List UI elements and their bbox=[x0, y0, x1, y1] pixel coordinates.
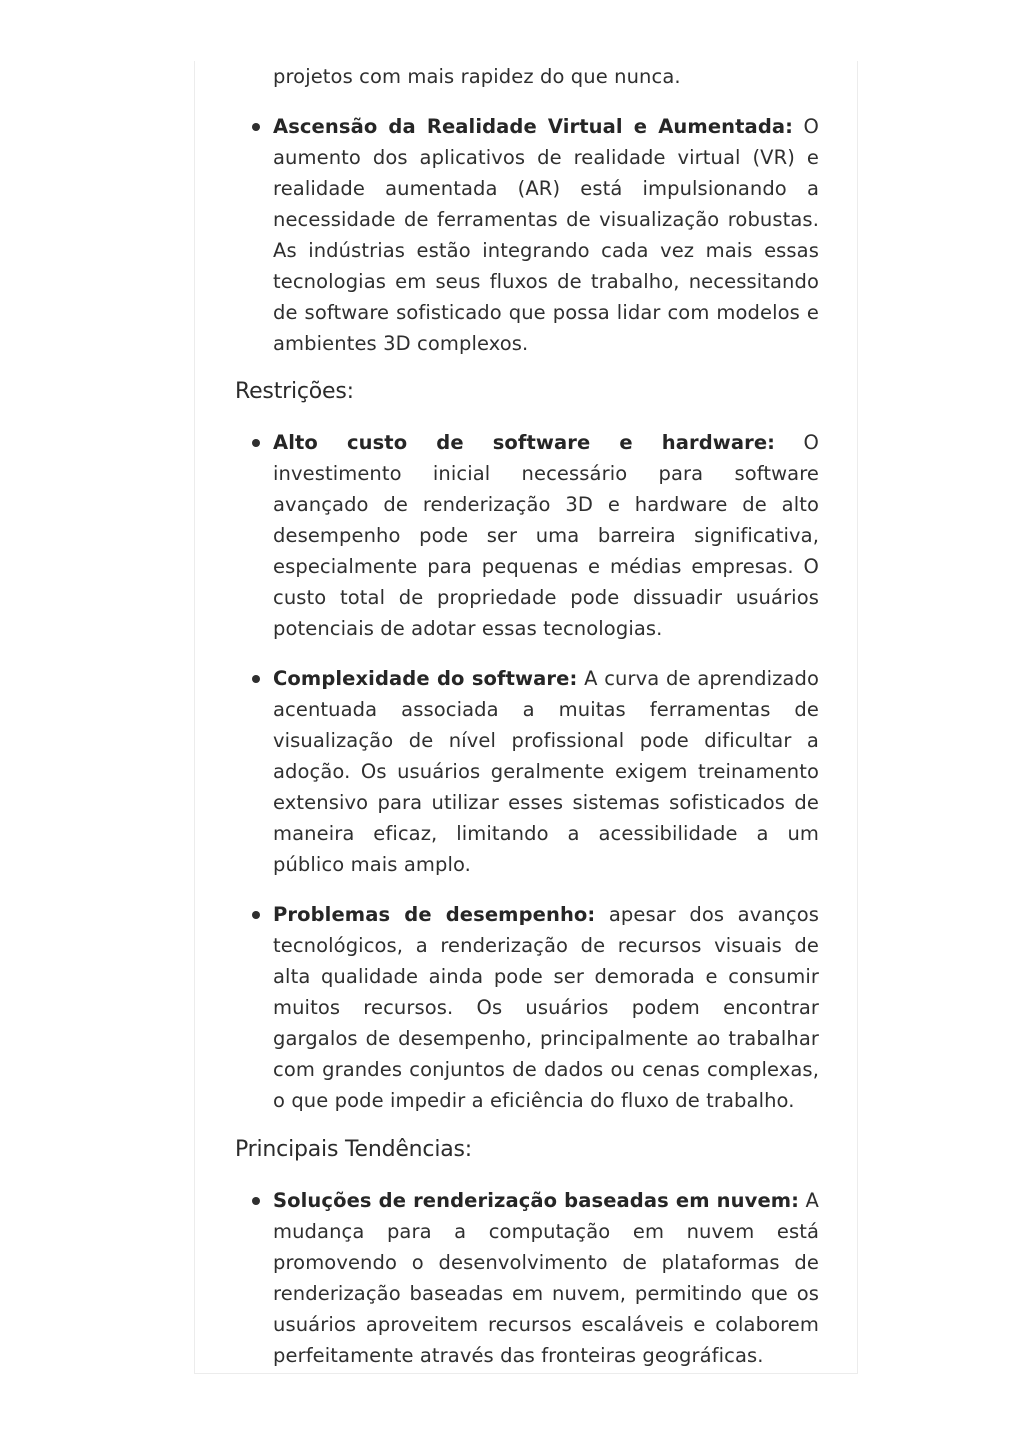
item-text: A curva de aprendizado acentuada associada a muitas ferramentas de visualização de nível profissional pode dificultar a adoção. Os usuários geralmente exigem treinamento extensivo para utilizar esses sistemas sofisticados de maneira eficaz, limitando a acessibilidade a um público mais amplo. bbox=[273, 667, 819, 876]
item-title: Problemas de desempenho: bbox=[273, 903, 596, 926]
list-item bbox=[235, 111, 819, 359]
list-item bbox=[235, 663, 819, 880]
item-title: Ascensão da Realidade Virtual e Aumentada: bbox=[273, 115, 794, 138]
bullet-icon bbox=[252, 911, 260, 919]
item-text: apesar dos avanços tecnológicos, a renderização de recursos visuais de alta qualidade ainda pode ser demorada e consumir muitos recursos. Os usuários podem encontrar gargalos de desempenho, principalmente ao trabalhar com grandes conjuntos de dados ou cenas complexas, o que pode impedir a eficiência do fluxo de trabalho. bbox=[273, 903, 819, 1112]
restrictions-list bbox=[235, 427, 819, 1116]
list-item bbox=[235, 899, 819, 1116]
item-text: O investimento inicial necessário para software avançado de renderização 3D e hardware de alto desempenho pode ser uma barreira significativa, especialmente para pequenas e médias empresas. O custo total de propriedade pode dissuadir usuários potenciais de adotar essas tecnologias. bbox=[273, 431, 819, 640]
bullet-icon bbox=[252, 1197, 260, 1205]
section-heading-restrictions: Restrições: bbox=[235, 379, 354, 404]
drivers-list bbox=[235, 111, 819, 359]
bullet-icon bbox=[252, 123, 260, 131]
trends-list bbox=[235, 1185, 819, 1371]
bullet-icon bbox=[252, 675, 260, 683]
document-page bbox=[194, 61, 858, 1374]
bullet-icon bbox=[252, 439, 260, 447]
intro-continuation: projetos com mais rapidez do que nunca. bbox=[273, 65, 681, 88]
item-text: A mudança para a computação em nuvem está promovendo o desenvolvimento de plataformas de renderização baseadas em nuvem, permitindo que os usuários aproveitem recursos escaláveis e colaborem perfeitamente através das fronteiras geográficas. bbox=[273, 1189, 819, 1367]
list-item bbox=[235, 1185, 819, 1371]
item-title: Soluções de renderização baseadas em nuvem: bbox=[273, 1189, 800, 1212]
list-item bbox=[235, 427, 819, 644]
section-heading-trends: Principais Tendências: bbox=[235, 1137, 472, 1162]
item-title: Alto custo de software e hardware: bbox=[273, 431, 776, 454]
item-title: Complexidade do software: bbox=[273, 667, 578, 690]
item-text: O aumento dos aplicativos de realidade virtual (VR) e realidade aumentada (AR) está impulsionando a necessidade de ferramentas de visualização robustas. As indústrias estão integrando cada vez mais essas tecnologias em seus fluxos de trabalho, necessitando de software sofisticado que possa lidar com modelos e ambientes 3D complexos. bbox=[273, 115, 819, 355]
